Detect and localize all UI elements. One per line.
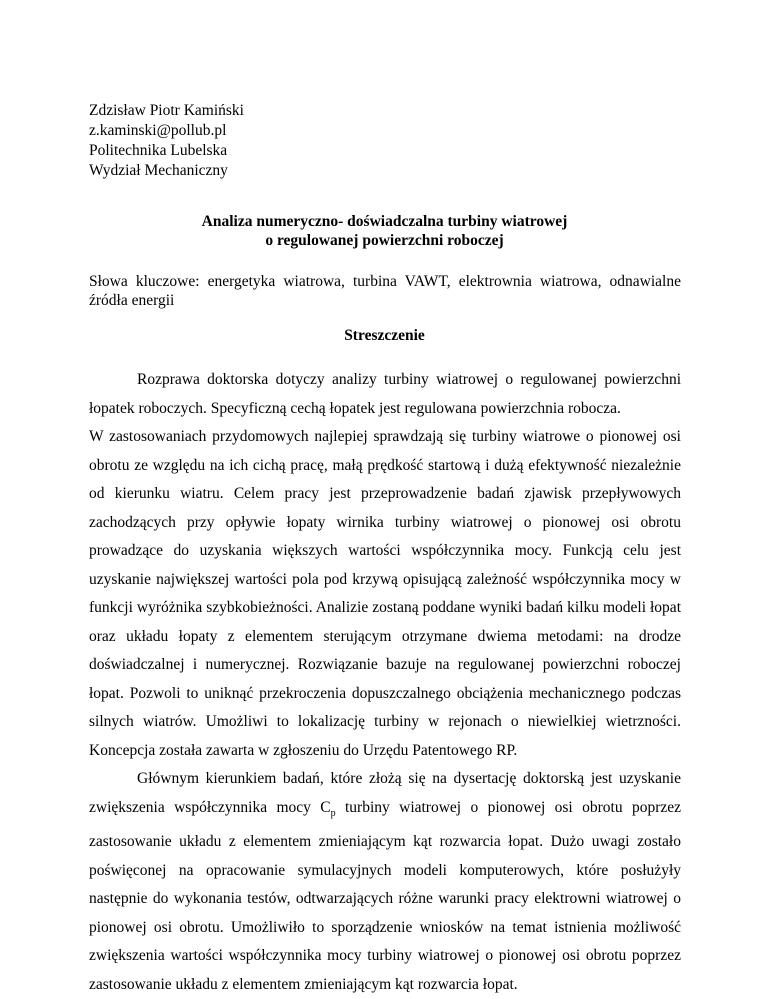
author-block: [89, 101, 244, 181]
abstract-paragraph-1: Rozprawa doktorska dotyczy analizy turbiny wiatrowej o regulowanej powierzchni łopatek roboczych. Specyficzną cechą łopatek jest regulowana powierzchnia robocza.: [89, 371, 681, 417]
abstract-body: [89, 366, 681, 999]
abstract-heading: Streszczenie: [344, 327, 425, 344]
keywords: Słowa kluczowe: energetyka wiatrowa, turbina VAWT, elektrownia wiatrowa, odnawialne źródła energii: [89, 273, 681, 309]
title-line-2: o regulowanej powierzchni roboczej: [265, 232, 504, 249]
author-institution: Politechnika Lubelska: [89, 142, 228, 159]
author-email: z.kaminski@pollub.pl: [89, 122, 227, 139]
paragraph-3-part-2: turbiny wiatrowej o pionowej osi obrotu poprzez zastosowanie układu z elementem zmieniającym kąt rozwarcia łopat. Dużo uwagi zostało poświęconej na opracowanie symulacyjnych modeli komputerowych, które posłużyły następnie do wykonania testów, odtwarzających różne warunki pracy elektrowni wiatrowej o pionowej osi obrotu. Umożliwiło to sporządzenie wniosków na temat istnienia możliwość zwiększenia wartości współczynnika mocy turbiny wiatrowej o pionowej osi obrotu poprzez zastosowanie układu z elementem zmieniającym kąt rozwarcia łopat.: [89, 798, 681, 993]
author-faculty: Wydział Mechaniczny: [89, 162, 228, 179]
title-line-1: Analiza numeryczno- doświadczalna turbiny wiatrowej: [201, 213, 568, 230]
author-name: Zdzisław Piotr Kamiński: [89, 102, 244, 119]
abstract-paragraph-2: W zastosowaniach przydomowych najlepiej sprawdzają się turbiny wiatrowe o pionowej osi obrotu ze względu na ich cichą pracę, małą prędkość startową i dużą efektywność niezależnie od kierunku wiatru. Celem pracy jest przeprowadzenie badań zjawisk przepływowych zachodzących przy opływie łopaty wirnika turbiny wiatrowej o pionowej osi obrotu prowadzące do uzyskania większych wartości współczynnika mocy. Funkcją celu jest uzyskanie największej wartości pola pod krzywą opisującą zależność współczynnika mocy w funkcji wyróżnika szybkobieżności. Analizie zostaną poddane wyniki badań kilku modeli łopat oraz układu łopaty z elementem sterującym otrzymane dwiema metodami: na drodze doświadczalnej i numerycznej. Rozwiązanie bazuje na regulowanej powierzchni roboczej łopat. Pozwoli to uniknąć przekroczenia dopuszczalnego obciążenia mechanicznego podczas silnych wiatrów. Umożliwi to lokalizację turbiny w rejonach o niewielkiej wietrzności. Koncepcja została zawarta w zgłoszeniu do Urzędu Patentowego RP.: [89, 428, 681, 759]
document-title: [89, 212, 680, 250]
abstract-paragraph-3: [89, 765, 681, 999]
power-coefficient-subscript: p: [330, 807, 336, 819]
paragraph-3-part-1: Głównym kierunkiem badań, które złożą się na dysertację doktorską jest uzyskanie zwiększenia współczynnika mocy C: [89, 770, 681, 816]
